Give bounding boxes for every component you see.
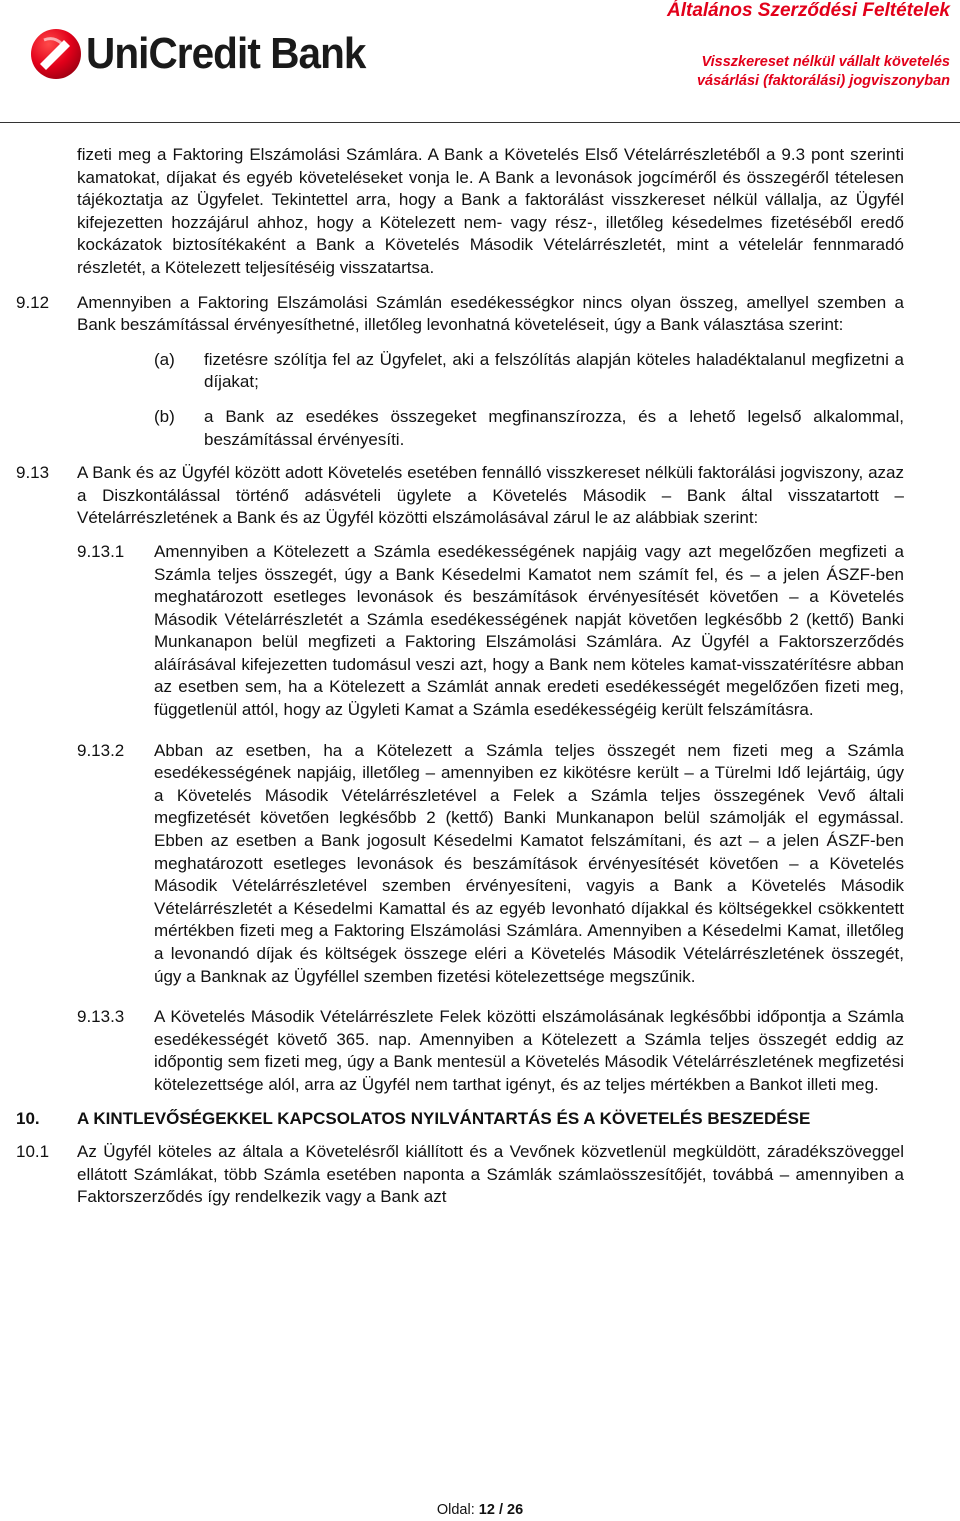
page-label: Oldal: xyxy=(436,1502,475,1518)
header-divider xyxy=(0,122,960,123)
subsection-text: Abban az esetben, ha a Kötelezett a Számla teljes összegét nem fizeti meg a Számla esedékességének napjáig, illetőleg – amennyiben ez kikötésre került – a Türelmi Idő lejártáig, úgy a Követelés Második Vételárrészletével a Felek a Számla teljes összegének Vevő általi megfizetését követően legkésőbb 2 (kettő) Banki Munkanapon belül számolják el egymással. Ebben az esetben a Bank jogosult Késedelmi Kamatot felszámítani, és azt – a jelen ÁSZF-ben meghatározott esetleges levonások és beszámítások érvényesítését követően – a Követelés Második Vételárrészletével szemben érvényesíteni, vagyis a Bank a Követelés Második Vételárrészletét a Késedelmi Kamattal és az egyéb levonható díjakkal és költségekkel csökkentett mértékben fizeti meg a Faktoring Elszámolási Számlára. Amennyiben a Késedelmi Kamat, illetőleg a levonandó díjak és költségek összege eléri a Követelés Második Vételárrészletének összegét, úgy a Banknak az Ügyféllel szemben fizetési kötelezettsége megszűnik. xyxy=(154,740,904,986)
subsection-number: 9.13.2 xyxy=(77,740,125,760)
brand-name: UniCredit Bank xyxy=(86,29,366,78)
subsection-number: 9.13.3 xyxy=(77,1007,125,1027)
subsection-9-13-3 xyxy=(0,1006,960,1096)
list-item-a xyxy=(0,349,960,394)
document-subtitle: Visszkereset nélkül vállalt követelés vásárlási (faktorálási) jogviszonyban xyxy=(696,54,950,89)
section-title: A KINTLEVŐSÉGEKKEL KAPCSOLATOS NYILVÁNTARTÁS ÉS A KÖVETELÉS BESZEDÉSE xyxy=(77,1108,811,1128)
section-9-12 xyxy=(0,292,960,337)
list-item-b xyxy=(0,406,960,451)
section-9-13 xyxy=(0,462,960,530)
document-body xyxy=(0,144,960,1209)
list-letter: (b) xyxy=(154,406,175,426)
section-number: 10.1 xyxy=(16,1142,50,1162)
subsection-9-13-1 xyxy=(0,541,960,722)
intro-paragraph: fizeti meg a Faktoring Elszámolási Számlára. A Bank a Követelés Első Vételárrészletéből a 9.3 pont szerinti kamatokat, díjakat és egyéb követeléseket vonja le. A Bank a levonások jogcíméről és összegéről tételesen tájékoztatja az Ügyfelet. Tekintettel arra, hogy a Bank a faktorálást visszkereset nélkül vállalja, az Ügyfél kifejezetten hozzájárul ahhoz, hogy a Kötelezett nem- vagy rész-, illetőleg késedelmes fizetéséből eredő kockázatok biztosítékaként a Bank a Követelés Második Vételárrészletét, mint a vételelár fennmaradó részletét, a Kötelezett teljesítéséig visszatartsa. xyxy=(77,145,904,277)
subsection-9-13-2 xyxy=(0,740,960,989)
section-text: Amennyiben a Faktoring Elszámolási Számlán esedékességkor nincs olyan összeg, amellyel szemben a Bank beszámítással érvényesíthetné, illetőleg levonhatná követeléseit, úgy a Bank választása szerint: xyxy=(77,292,904,335)
list-text: fizetésre szólítja fel az Ügyfelet, aki a felszólítás alapján köteles haladéktalanul megfizetni a díjakat; xyxy=(204,349,904,392)
document-title: Általános Szerződési Feltételek xyxy=(667,0,950,21)
page-separator: / xyxy=(498,1502,503,1518)
subsection-text: Amennyiben a Kötelezett a Számla esedékességének napjáig vagy azt megelőzően megfizeti a Számla teljes összegét, úgy a Bank Késedelmi Kamatot nem számít fel, és – a jelen ÁSZF-ben meghatározott esetleges levonások és beszámítások érvényesítését követően – a Követelés Második Vételárrészletét a Számla esedékességének napját követően legkésőbb 2 (kettő) Banki Munkanapon belül megfizeti a Faktoring Elszámolási Számlára. Az Ügyfél a Faktorszerződés aláírásával kifejezetten tudomásul veszi azt, hogy a Bank nem köteles kamat-visszatérítésre abban az esetben sem, ha a Kötelezett a Számlát annak eredeti esedékességét megelőzően fizeti meg, függetlenül attól, hogy az Ügyleti Kamat a Számla esedékességéig került felszámításra. xyxy=(154,541,904,720)
section-number: 10. xyxy=(16,1108,40,1128)
current-page: 12 xyxy=(478,1502,495,1518)
section-number: 9.13 xyxy=(16,463,50,483)
subsection-number: 9.13.1 xyxy=(77,541,125,561)
unicredit-logo xyxy=(28,26,390,82)
section-10-1 xyxy=(0,1141,960,1209)
section-10-heading xyxy=(0,1108,960,1131)
page-header xyxy=(0,0,960,124)
section-text: Az Ügyfél köteles az általa a Követelésről kiállított és a Vevőnek közvetlenül megküldött, záradékszöveggel ellátott Számlákat, több Számla esetében naponta a Számlák számlaösszesítőjét, továbbá – amennyiben a Faktorszerződés így rendelkezik vagy a Bank azt xyxy=(77,1142,904,1207)
unicredit-logo-icon xyxy=(28,26,84,82)
list-text: a Bank az esedékes összegeket megfinanszírozza, és a lehető legelső alkalommal, beszámítással érvényesíti. xyxy=(204,406,904,449)
list-letter: (a) xyxy=(154,349,175,369)
page-footer xyxy=(0,1502,960,1518)
subsection-text: A Követelés Második Vételárrészlete Felek közötti elszámolásának legkésőbbi időpontja a Számla esedékességét követő 365. nap. Amennyiben a Kötelezett a Számla teljes összegét eddig az időpontig sem fizeti meg, úgy a Bank mentesül a Követelés Második Vételárrészletének megfizetési kötelezettsége alól, arra az Ügyfél nem tarthat igényt, és az teljes mértékben a Bankot illeti meg. xyxy=(154,1007,904,1094)
section-text: A Bank és az Ügyfél között adott Követelés esetében fennálló visszkereset nélküli faktorálási jogviszony, azaz a Diszkontálással történő adásvételi ügylete a Követelés Második – Bank által visszatartott – Vételárrészletének a Bank és az Ügyfél közötti elszámolásával zárul le az alábbiak szerint: xyxy=(77,463,904,528)
section-number: 9.12 xyxy=(16,292,50,312)
total-pages: 26 xyxy=(507,1502,524,1518)
